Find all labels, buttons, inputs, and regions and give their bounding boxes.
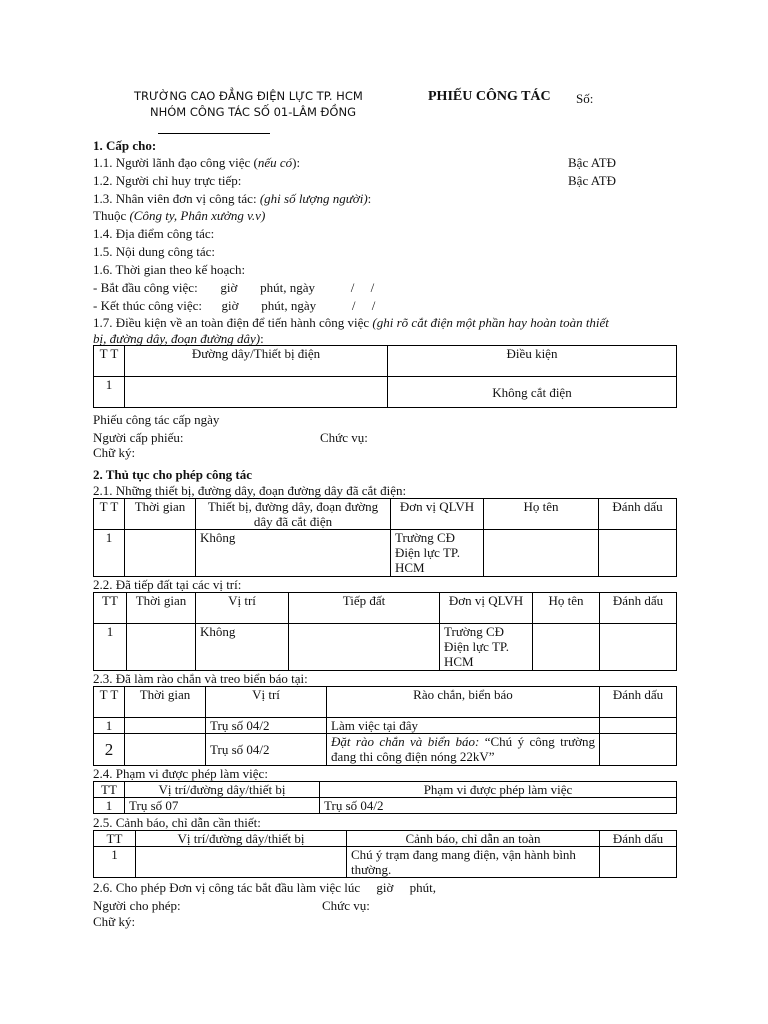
cell-sign: Làm việc tại đây [327, 718, 600, 734]
cell-tt: 1 [94, 377, 125, 408]
cell-mark [600, 847, 677, 878]
cell-mark [599, 530, 677, 577]
col-condition: Điều kiện [388, 346, 677, 377]
cell-warning: Chú ý trạm đang mang điện, vận hành bình thường. [347, 847, 600, 878]
cell-mark [600, 734, 677, 766]
cell-tt: 1 [94, 847, 136, 878]
line-2-2: 2.2. Đã tiếp đất tại các vị trí: [93, 577, 242, 592]
cell-position: Trụ số 04/2 [206, 718, 327, 734]
end-time-line: - Kết thúc công việc: giờ phút, ngày / / [93, 298, 376, 313]
header-divider [158, 133, 270, 134]
col-position: Vị trí [196, 593, 289, 624]
col-time: Thời gian [127, 593, 196, 624]
permitter-position: Chức vụ: [322, 898, 370, 913]
table-row [94, 377, 677, 408]
col-position: Vị trí/đường dây/thiết bị [125, 782, 320, 798]
col-tt: T T [94, 687, 125, 718]
cell-mark [600, 624, 677, 671]
cut-off-devices-table [93, 498, 677, 577]
cell-time [125, 718, 206, 734]
col-grounding: Tiếp đất [289, 593, 440, 624]
cell-time [125, 530, 196, 577]
line-1-1-level: Bậc ATĐ [568, 155, 617, 170]
organization-name: TRƯỜNG CAO ĐẲNG ĐIỆN LỰC TP. HCM [134, 89, 363, 103]
cell-position [136, 847, 347, 878]
col-tt: T T [94, 499, 125, 530]
document-title: PHIẾU CÔNG TÁC [428, 89, 551, 104]
col-tt: TT [94, 831, 136, 847]
line-1-2-level: Bậc ATĐ [568, 173, 617, 188]
table-row [94, 798, 677, 814]
col-tt: T T [94, 346, 125, 377]
cell-unit: Trường CĐ Điện lực TP. HCM [440, 624, 533, 671]
col-unit: Đơn vị QLVH [440, 593, 533, 624]
cell-name [533, 624, 600, 671]
col-device: Thiết bị, đường dây, đoạn đường dây đã cắt điện [196, 499, 391, 530]
cell-time [125, 734, 206, 766]
line-1-6: 1.6. Thời gian theo kế hoạch: [93, 262, 246, 277]
line-1-7: 1.7. Điều kiện về an toàn điện để tiến hành công việc (ghi rõ cắt điện một phần hay hoàn toàn thiết [93, 315, 609, 330]
line-1-5: 1.5. Nội dung công tác: [93, 244, 216, 259]
cell-position: Trụ số 04/2 [206, 734, 327, 766]
cell-sign: Đặt rào chắn và biển báo: “Chú ý công trường đang thi công điện nóng 22kV” [327, 734, 600, 766]
table-row [94, 847, 677, 878]
team-name: NHÓM CÔNG TÁC SỐ 01-LÂM ĐỒNG [150, 105, 356, 119]
issuer-position: Chức vụ: [320, 430, 368, 445]
cell-tt: 1 [94, 624, 127, 671]
line-1-1: 1.1. Người lãnh đạo công việc (nếu có): [93, 155, 301, 170]
cell-grounding [289, 624, 440, 671]
cell-tt: 2 [94, 734, 125, 766]
cell-tt: 1 [94, 798, 125, 814]
issuer-line: Người cấp phiếu: [93, 430, 184, 445]
col-position: Vị trí/đường dây/thiết bị [136, 831, 347, 847]
col-unit: Đơn vị QLVH [391, 499, 484, 530]
col-sign: Rào chắn, biển báo [327, 687, 600, 718]
cell-scope: Trụ số 04/2 [320, 798, 677, 814]
col-warning: Cảnh báo, chỉ dẫn an toàn [347, 831, 600, 847]
cell-position: Không [196, 624, 289, 671]
cell-device [125, 377, 388, 408]
cell-time [127, 624, 196, 671]
line-1-7-cont: bị, đường dây, đoạn đường dây): [93, 331, 264, 346]
line-belongs-to: Thuộc (Công ty, Phân xưởng v.v) [93, 208, 266, 223]
col-device: Đường dây/Thiết bị điện [125, 346, 388, 377]
col-scope: Phạm vi được phép làm việc [320, 782, 677, 798]
section-1-heading: 1. Cấp cho: [93, 138, 157, 153]
line-1-4: 1.4. Địa điểm công tác: [93, 226, 215, 241]
table-row [94, 734, 677, 766]
warnings-table [93, 830, 677, 878]
cell-name [484, 530, 599, 577]
permitter-signature: Chữ ký: [93, 914, 136, 929]
table-row [94, 624, 677, 671]
barrier-signs-table [93, 686, 677, 766]
col-name: Họ tên [484, 499, 599, 530]
cell-tt: 1 [94, 718, 125, 734]
col-name: Họ tên [533, 593, 600, 624]
start-time-line: - Bắt đầu công việc: giờ phút, ngày / / [93, 280, 375, 295]
col-time: Thời gian [125, 499, 196, 530]
line-1-3: 1.3. Nhân viên đơn vị công tác: (ghi số lượng người): [93, 191, 372, 206]
line-2-6: 2.6. Cho phép Đơn vị công tác bắt đầu làm việc lúc giờ phút, [93, 880, 437, 895]
cell-unit: Trường CĐ Điện lực TP. HCM [391, 530, 484, 577]
work-scope-table [93, 781, 677, 814]
issuer-signature: Chữ ký: [93, 445, 136, 460]
line-1-2: 1.2. Người chỉ huy trực tiếp: [93, 173, 242, 188]
issued-date-line: Phiếu công tác cấp ngày [93, 412, 220, 427]
col-tt: TT [94, 782, 125, 798]
col-tt: TT [94, 593, 127, 624]
cell-device: Không [196, 530, 391, 577]
table-row [94, 530, 677, 577]
col-position: Vị trí [206, 687, 327, 718]
document-number-label: Số: [576, 91, 594, 106]
line-2-3: 2.3. Đã làm rào chắn và treo biển báo tại: [93, 671, 308, 686]
col-mark: Đánh dấu [600, 831, 677, 847]
cell-tt: 1 [94, 530, 125, 577]
cell-condition: Không cắt điện [388, 377, 677, 408]
cell-position: Trụ số 07 [125, 798, 320, 814]
line-2-5: 2.5. Cảnh báo, chỉ dẫn cần thiết: [93, 815, 261, 830]
safety-conditions-table [93, 345, 677, 408]
col-mark: Đánh dấu [599, 499, 677, 530]
cell-mark [600, 718, 677, 734]
col-time: Thời gian [125, 687, 206, 718]
table-row [94, 718, 677, 734]
col-mark: Đánh dấu [600, 687, 677, 718]
permitter-line: Người cho phép: [93, 898, 181, 913]
grounding-table [93, 592, 677, 671]
col-mark: Đánh dấu [600, 593, 677, 624]
line-2-1: 2.1. Những thiết bị, đường dây, đoạn đường dây đã cắt điện: [93, 483, 407, 498]
line-2-4: 2.4. Phạm vi được phép làm việc: [93, 766, 268, 781]
section-2-heading: 2. Thủ tục cho phép công tác [93, 467, 253, 482]
